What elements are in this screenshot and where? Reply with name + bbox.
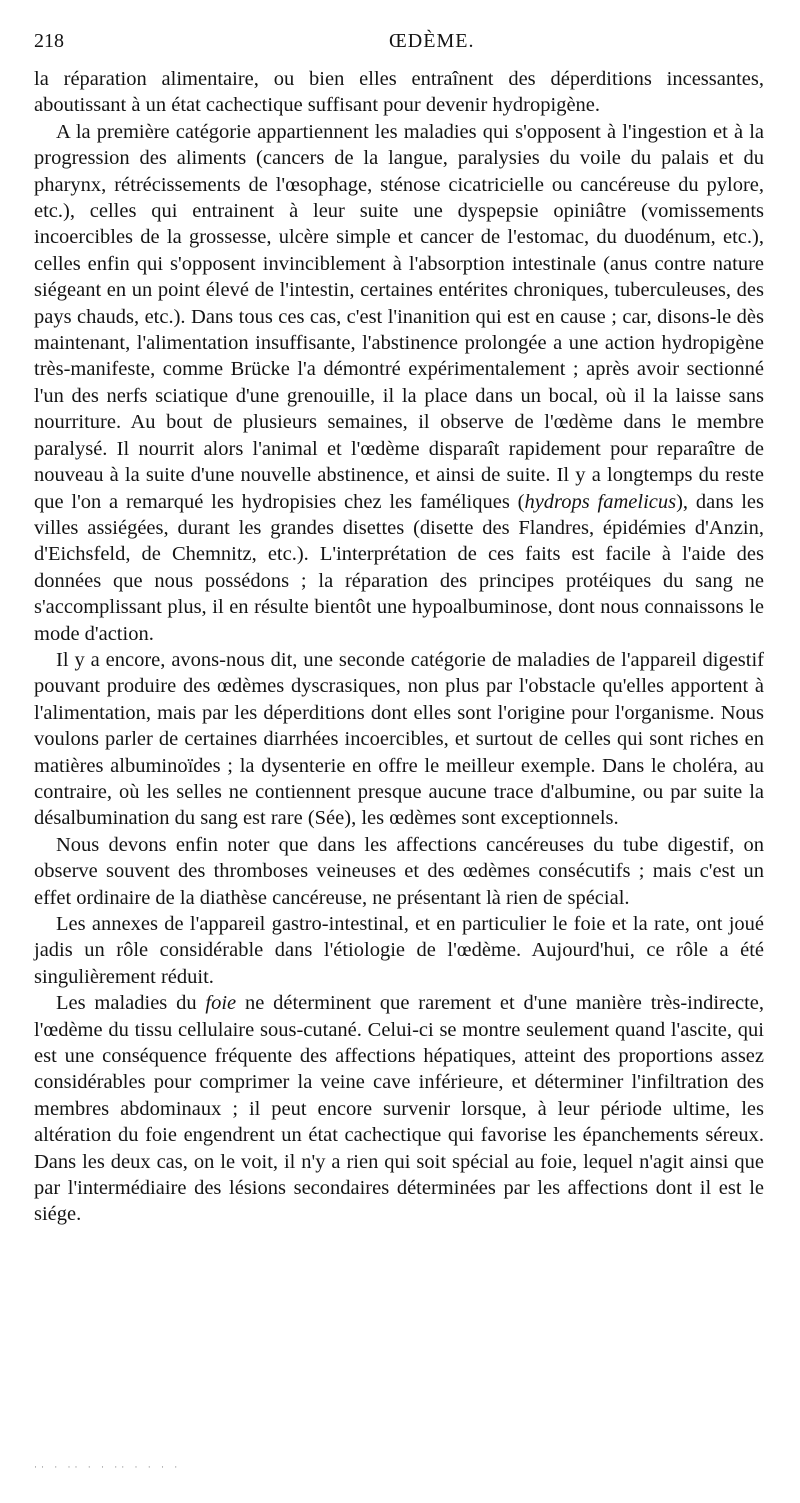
paragraph: Il y a encore, avons-nous dit, une seconde catégorie de maladies de l'appareil digestif pouvant produire des œdèmes dyscrasiques, non plus par l'obstacle qu'elles apportent à l'alimentation, mais par les déperditions dont elles sont l'origine pour l'organisme. Nous voulons parler de certaines diarrhées incoercibles, et surtout de celles qui sont riches en matières albuminoïdes ; la dysenterie en offre le meilleur exemple. Dans le choléra, au contraire, où les selles ne contiennent presque aucune trace d'albumine, ou par suite la désalbumination du sang est rare (Sée), les œdèmes sont exceptionnels. xyxy=(34,648,764,830)
page-number: 218 xyxy=(34,30,64,52)
running-title: ŒDÈME. xyxy=(389,30,475,52)
body-text xyxy=(34,66,764,1228)
paragraph: Les annexes de l'appareil gastro-intestinal, et en particulier le foie et la rate, ont joué jadis un rôle considérable dans l'étiologie de l'œdème. Aujourd'hui, ce rôle a été singulièrement réduit. xyxy=(34,913,764,988)
paragraph: Nous devons enfin noter que dans les affections cancéreuses du tube digestif, on observe souvent des thromboses veineuses et des œdèmes consécutifs ; mais c'est un effet ordinaire de la diathèse cancéreuse, ne présentant là rien de spécial. xyxy=(34,833,764,909)
paragraph: la réparation alimentaire, ou bien elles entraînent des déperditions incessantes, aboutissant à un état cachectique suffisant pour devenir hydropigène. xyxy=(34,68,764,117)
footer-print-marks: ·· · ·· · · ·· · · · · xyxy=(34,1462,182,1472)
paragraph: Les maladies du foie ne déterminent que rarement et d'une manière très-indirecte, l'œdème du tissu cellulaire sous-cutané. Celui-ci se montre seulement quand l'ascite, qui est une conséquence fréquente des affections hépatiques, atteint des proportions assez considérables pour comprimer la veine cave inférieure, et déterminer l'infiltration des membres abdominaux ; il peut encore survenir lorsque, à leur période ultime, les altération du foie engendrent un état cachectique qui favorise les épanchements séreux. Dans les deux cas, on le voit, il n'y a rien qui soit spécial au foie, lequel n'agit ainsi que par l'intermédiaire des lésions secondaires déterminées par les affections dont il est le siége. xyxy=(34,992,764,1226)
latin-term: hydrops famelicus xyxy=(524,490,677,513)
emphasized-word: foie xyxy=(205,992,237,1015)
page-header xyxy=(34,30,764,58)
paragraph: A la première catégorie appartiennent les maladies qui s'opposent à l'ingestion et à la progression des aliments (cancers de la langue, paralysies du voile du palais et du pharynx, rétrécissements de l'œsophage, sténose cicatricielle ou cancéreuse du pylore, etc.), celles qui entrainent à leur suite une dyspepsie opiniâtre (vomissements incoercibles de la grossesse, ulcère simple et cancer de l'estomac, du duodénum, etc.), celles enfin qui s'opposent invinciblement à l'absorption intestinale (anus contre nature siégeant en un point élevé de l'intestin, certaines entérites chroniques, tuberculeuses, des pays chauds, etc.). Dans tous ces cas, c'est l'inanition qui est en cause ; car, disons-le dès maintenant, l'alimentation insuffisante, l'abstinence prolongée a une action hydropigène très-manifeste, comme Brücke l'a démontré expérimentalement ; après avoir sectionné l'un des nerfs sciatique d'une grenouille, il la place dans un bocal, où il la laisse sans nourriture. Au bout de plusieurs semaines, il observe de l'œdème dans le membre paralysé. Il nourrit alors l'animal et l'œdème disparaît rapidement pour reparaître de nouveau à la suite d'une nouvelle abstinence, et ainsi de suite. Il y a longtemps du reste que l'on a remarqué les hydropisies chez les faméliques (hydrops famelicus), dans les villes assiégées, durant les grandes disettes (disette des Flandres, épidémies d'Anzin, d'Eichsfeld, de Chemnitz, etc.). L'interprétation de ces faits est facile à l'aide des données que nous possédons ; la réparation des principes protéiques du sang ne s'accomplissant plus, il en résulte bientôt une hypoalbuminose, dont nous connaissons le mode d'action. xyxy=(34,120,764,645)
